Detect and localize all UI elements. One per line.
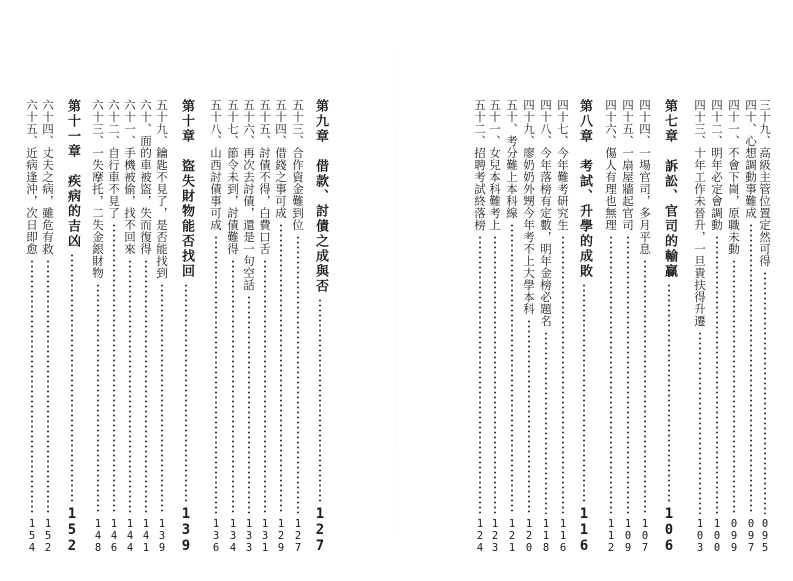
page-gutter: [396, 0, 397, 581]
page-number: 127: [292, 518, 304, 554]
page-number: 097: [745, 518, 757, 554]
toc-chapter-heading: [63, 99, 81, 554]
chapter-title: 第九章 借款、討債之成與否: [313, 99, 328, 294]
dot-leader: [511, 223, 513, 514]
dot-leader: [479, 235, 481, 514]
entry-title: 四十七、今年難考研究生: [556, 99, 570, 231]
dot-leader: [232, 259, 234, 514]
entry-title: 四十八、今年落榜有定數，明年金榜必題名: [539, 99, 553, 327]
page-number: 099: [728, 518, 740, 554]
entry-title: 四十六、傷人有理也無理: [604, 99, 618, 231]
dot-leader: [71, 253, 73, 502]
toc-entry: [41, 99, 55, 554]
page-number: 127: [312, 506, 328, 554]
entry-title: 五十九、鑰匙不見了，是否能找到: [155, 99, 169, 279]
dot-leader: [668, 283, 670, 502]
dot-leader: [215, 235, 217, 514]
toc-entry: [539, 99, 553, 554]
entry-title: 四十一、不會下崗，原職未動: [727, 99, 741, 255]
toc-entry: [710, 99, 724, 554]
page-number: 141: [140, 518, 152, 554]
page-number: 134: [227, 518, 239, 554]
toc-chapter-heading: [311, 99, 329, 554]
toc-entry: [258, 99, 272, 554]
page-number: 144: [124, 518, 136, 554]
entry-title: 五十五、討債不得，白費口舌: [258, 99, 272, 255]
dot-leader: [145, 259, 147, 514]
dot-leader: [97, 283, 99, 514]
page-number: 116: [576, 506, 592, 554]
page-number: 120: [523, 518, 535, 554]
page-number: 109: [622, 518, 634, 554]
dot-leader: [31, 259, 33, 514]
entry-title: 五十二、招聘考試終落榜: [473, 99, 487, 231]
entry-title: 五十六、再次去討債，還是一句空話: [242, 99, 256, 291]
toc-entry: [758, 99, 772, 554]
chapter-title: 第十一章 疾病的吉凶: [65, 99, 80, 249]
entry-title: 五十七、節令未到，討債難得: [226, 99, 240, 255]
page-number: 124: [474, 518, 486, 554]
toc-entry: [209, 99, 223, 554]
dot-leader: [733, 259, 735, 514]
dot-leader: [280, 223, 282, 514]
entry-title: 六十四、丈夫之病，雖危有救: [41, 99, 55, 255]
dot-leader: [545, 331, 547, 514]
toc-entry: [91, 99, 105, 554]
entry-title: 五十八、山西討債事可成: [209, 99, 223, 231]
dot-leader: [528, 319, 530, 514]
toc-chapter-heading: [660, 99, 678, 554]
toc-entry: [291, 99, 305, 554]
dot-leader: [583, 283, 585, 502]
entry-title: 六十、面的車被盜，失而復得: [139, 99, 153, 255]
toc-entry: [25, 99, 39, 554]
toc-chapter-heading: [575, 99, 593, 554]
toc-entry: [123, 99, 137, 554]
toc-entry: [226, 99, 240, 554]
toc-entry: [727, 99, 741, 554]
entry-title: 六十五、近病逢沖，次日即愈: [25, 99, 39, 255]
page-number: 152: [42, 518, 54, 554]
dot-leader: [610, 235, 612, 514]
toc-entry: [522, 99, 536, 554]
entry-title: 五十四、借錢之事可成: [274, 99, 288, 219]
toc-entry: [242, 99, 256, 554]
toc-entry: [139, 99, 153, 554]
page-number: 103: [694, 518, 706, 554]
page-number: 131: [259, 518, 271, 554]
toc-entry: [505, 99, 519, 554]
page-number: 106: [661, 506, 677, 554]
page-number: 152: [64, 506, 80, 554]
dot-leader: [264, 259, 266, 514]
toc-entry: [107, 99, 121, 554]
dot-leader: [699, 331, 701, 514]
entry-title: 六十一、手機被偷，找不回來: [123, 99, 137, 255]
dot-leader: [47, 259, 49, 514]
page-number: 118: [540, 518, 552, 554]
dot-leader: [716, 235, 718, 514]
page-number: 116: [557, 518, 569, 554]
page-number: 123: [489, 518, 501, 554]
page-number: 148: [92, 518, 104, 554]
toc-entry: [155, 99, 169, 554]
entry-title: 五十一、女兒本科難考上: [488, 99, 502, 231]
entry-title: 四十四、一場官司，多月平息: [638, 99, 652, 255]
entry-title: 四十二、明年必定會調動: [710, 99, 724, 231]
page-number: 112: [605, 518, 617, 554]
entry-title: 六十三、一失摩托，二失金銀財物: [91, 99, 105, 279]
dot-leader: [161, 283, 163, 514]
entry-title: 五十、考分難上本科線: [505, 99, 519, 219]
dot-leader: [297, 235, 299, 514]
toc-entry: [473, 99, 487, 554]
entry-title: 五十三、合作資金難到位: [291, 99, 305, 231]
toc-entry: [621, 99, 635, 554]
dot-leader: [627, 235, 629, 514]
page-number: 100: [711, 518, 723, 554]
dot-leader: [644, 259, 646, 514]
toc-entry: [274, 99, 288, 554]
toc-entry: [693, 99, 707, 554]
toc-entry: [638, 99, 652, 554]
page-number: 139: [178, 506, 194, 554]
dot-leader: [764, 271, 766, 514]
entry-title: 六十二、自行車不見了: [107, 99, 121, 219]
dot-leader: [319, 298, 321, 502]
chapter-title: 第十章 盜失財物能否找回: [179, 99, 194, 279]
dot-leader: [113, 223, 115, 514]
page-number: 139: [156, 518, 168, 554]
dot-leader: [185, 283, 187, 502]
toc-chapter-heading: [177, 99, 195, 554]
page-number: 129: [275, 518, 287, 554]
chapter-title: 第七章 訴訟、官司的輸贏: [662, 99, 677, 279]
page-number: 107: [639, 518, 651, 554]
page-number: 154: [26, 518, 38, 554]
dot-leader: [750, 223, 752, 514]
entry-title: 四十、心想調動事難成: [744, 99, 758, 219]
dot-leader: [248, 295, 250, 514]
page-number: 146: [108, 518, 120, 554]
entry-title: 三十九、高級主管位置定然可得: [758, 99, 772, 267]
entry-title: 四十五、一扇屋牆起官司: [621, 99, 635, 231]
page-number: 121: [506, 518, 518, 554]
page-number: 136: [210, 518, 222, 554]
entry-title: 四十九、廖奶奶外甥今年考不上大學本科: [522, 99, 536, 315]
toc-entry: [556, 99, 570, 554]
chapter-title: 第八章 考試、升學的成敗: [577, 99, 592, 279]
page-number: 133: [243, 518, 255, 554]
entry-title: 四十三、十年工作未晉升，一旦貴扶得升遷: [693, 99, 707, 327]
dot-leader: [129, 259, 131, 514]
toc-entry: [744, 99, 758, 554]
dot-leader: [562, 235, 564, 514]
toc-entry: [488, 99, 502, 554]
toc-entry: [604, 99, 618, 554]
dot-leader: [494, 235, 496, 514]
page-number: 095: [759, 518, 771, 554]
